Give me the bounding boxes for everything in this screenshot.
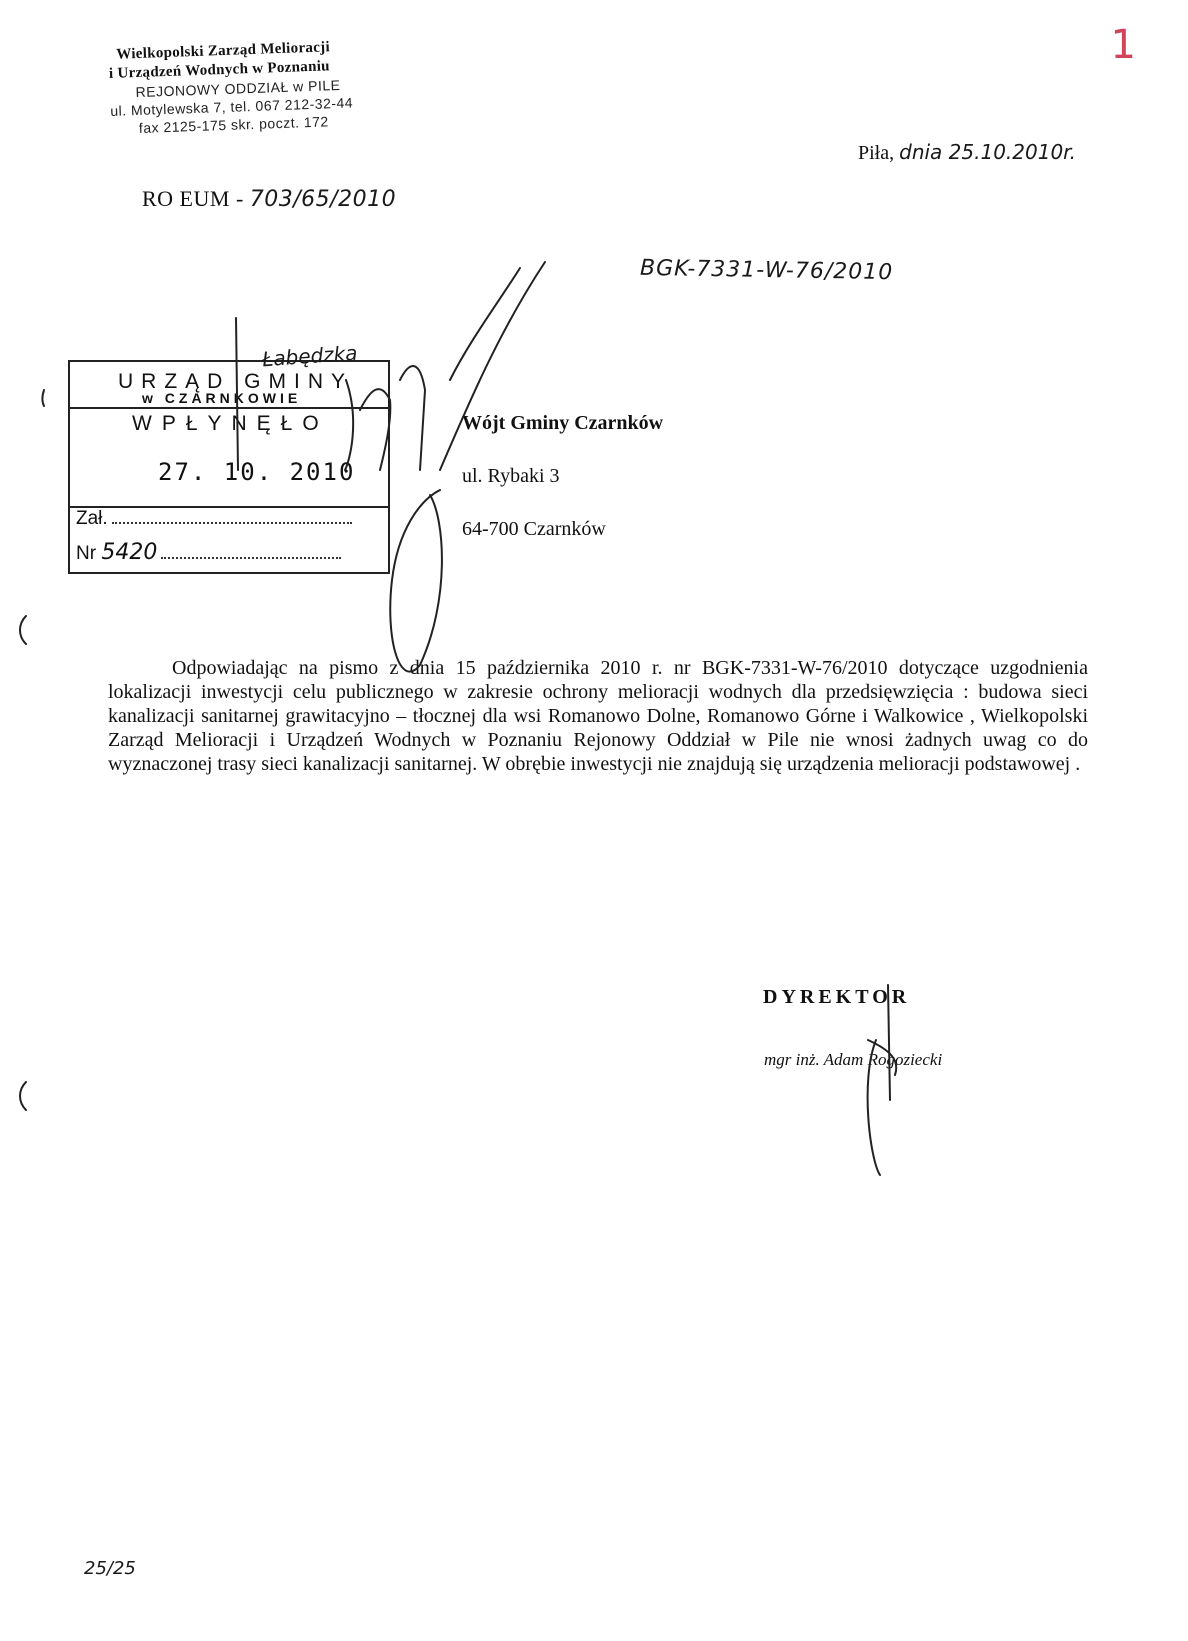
addressee-name: Wójt Gminy Czarnków xyxy=(462,412,664,434)
signature-stroke xyxy=(868,1040,880,1175)
margin-mark xyxy=(20,616,26,644)
stamp-location: w CZARNKOWIE xyxy=(142,390,302,406)
signature-title: DYREKTOR xyxy=(763,986,911,1008)
stamp-received: WPŁYNĘŁO xyxy=(132,412,329,435)
letter-body-text: Odpowiadając na pismo z dnia 15 października 2010 r. nr BGK-7331-W-76/2010 dotyczące uzgodnienia lokalizacji inwestycji celu publicznego w zakresie ochrony melioracji wodnych dla przedsięwzięcia : budowa sieci kanalizacji sanitarnej grawitacyjno – tłocznej dla wsi Romanowo Dolne, Romanowo Górne i Walkowice , Wielkopolski Zarząd Melioracji i Urządzeń Wodnych w Poznaniu Rejonowy Oddział w Pile nie wnosi żadnych uwag co do wyznaczonej trasy sieci kanalizacji sanitarnej. W obrębie inwestycji nie znajdują się urządzenia melioracji podstawowej . xyxy=(108,657,1088,775)
sender-line-1: Wielkopolski Zarząd Melioracji xyxy=(116,39,331,63)
date-handwritten: dnia 25.10.2010r. xyxy=(899,140,1076,164)
signer-name: mgr inż. Adam Rogoziecki xyxy=(764,1050,943,1069)
stamp-number-label: Nr xyxy=(76,543,97,564)
margin-mark xyxy=(20,1082,26,1110)
stamp-number-value: 5420 xyxy=(101,540,158,565)
reference-prefix: RO EUM - xyxy=(142,186,244,211)
addressee-street: ul. Rybaki 3 xyxy=(462,465,560,487)
signature-stroke xyxy=(450,268,520,380)
sender-line-3: REJONOWY ODDZIAŁ w PILE xyxy=(135,76,341,101)
signature-stroke xyxy=(345,380,353,470)
signature-stroke xyxy=(868,1040,896,1075)
addressee-city: 64-700 Czarnków xyxy=(462,518,606,540)
reference-value: 703/65/2010 xyxy=(249,187,397,212)
signature-stroke xyxy=(390,490,442,672)
margin-mark xyxy=(43,390,45,406)
stamp-office: URZĄD GMINY xyxy=(118,370,353,393)
signature-stroke xyxy=(360,389,390,470)
incoming-reference: BGK-7331-W-76/2010 xyxy=(639,255,894,286)
page-count: 25/25 xyxy=(84,1558,136,1579)
signature-stroke xyxy=(440,262,545,470)
sender-line-2: i Urządzeń Wodnych w Poznaniu xyxy=(108,58,331,82)
date-place: Piła, xyxy=(858,142,895,164)
sender-line-4: ul. Motylewska 7, tel. 067 212-32-44 xyxy=(109,94,354,119)
stamp-attachments-label: Zał. xyxy=(76,508,108,529)
stamp-date: 27. 10. 2010 xyxy=(158,458,356,486)
page-number-mark: 1 xyxy=(1110,22,1136,68)
signature-stroke xyxy=(400,366,425,470)
signature-stroke xyxy=(888,985,890,1100)
signature-stroke xyxy=(236,318,238,470)
stamp-handwritten-note: Łabędzka xyxy=(261,340,359,372)
sender-line-5: fax 2125-175 skr. poczt. 172 xyxy=(138,113,329,136)
